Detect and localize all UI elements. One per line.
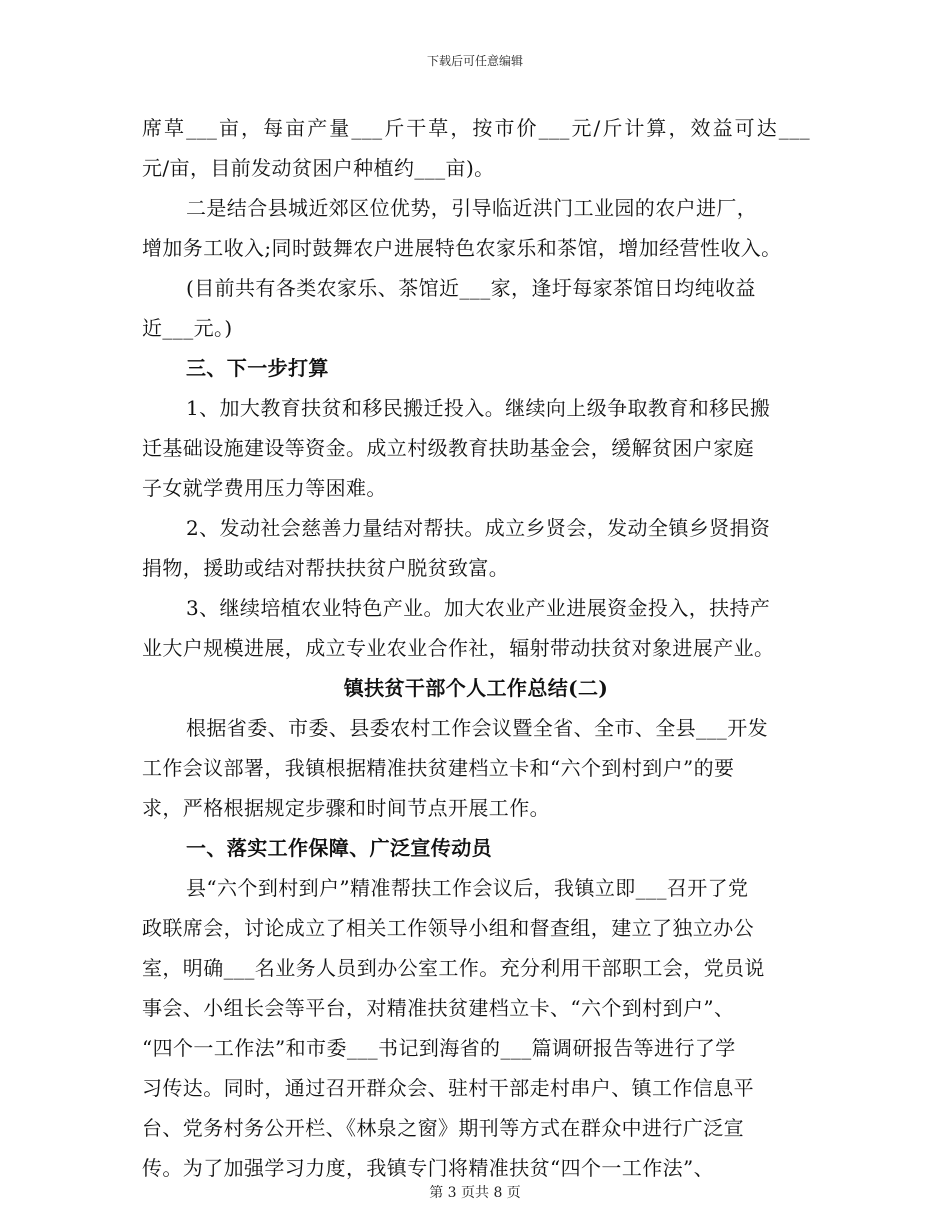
section-heading: 镇扶贫干部个人工作总结(二) — [343, 676, 609, 700]
text-line: 业大户规模进展，成立专业农业合作社，辐射带动扶贫对象进展产业。 — [142, 636, 775, 660]
text-line: 传。为了加强学习力度，我镇专门将精准扶贫“四个一工作法”、 — [142, 1156, 715, 1180]
text-line: 1、加大教育扶贫和移民搬迁投入。继续向上级争取教育和移民搬 — [186, 396, 771, 420]
text-line: 子女就学费用压力等困难。 — [142, 476, 387, 500]
text-line: 元/亩，目前发动贫困户种植约___亩)。 — [142, 156, 495, 180]
text-line: 2、发动社会慈善力量结对帮扶。成立乡贤会，发动全镇乡贤捐资 — [186, 516, 771, 540]
text-line: 县“六个到村到户”精准帮扶工作会议后，我镇立即___召开了党 — [186, 876, 749, 900]
document-body — [142, 108, 810, 1188]
text-line: 求，严格根据规定步骤和时间节点开展工作。 — [142, 796, 550, 820]
text-line: “四个一工作法”和市委___书记到海省的___篇调研报告等进行了学 — [142, 1036, 736, 1060]
text-line: 迁基础设施建设等资金。成立村级教育扶助基金会，缓解贫困户家庭 — [142, 436, 754, 460]
text-line: 近___元。) — [142, 316, 233, 340]
text-line: 根据省委、市委、县委农村工作会议暨全省、全市、全县___开发 — [186, 716, 768, 740]
page-footer: 第 3 页共 8 页 — [429, 1185, 521, 1201]
text-line: 3、继续培植农业特色产业。加大农业产业进展资金投入，扶持产 — [186, 596, 771, 620]
text-line: 习传达。同时，通过召开群众会、驻村干部走村串户、镇工作信息平 — [142, 1076, 754, 1100]
text-line: 台、党务村务公开栏、《林泉之窗》期刊等方式在群众中进行广泛宣 — [142, 1116, 744, 1140]
text-line: 工作会议部署，我镇根据精准扶贫建档立卡和“六个到村到户”的要 — [142, 756, 735, 780]
text-line: 事会、小组长会等平台，对精准扶贫建档立卡、“六个到村到户”、 — [142, 996, 735, 1020]
text-line: (目前共有各类农家乐、茶馆近___家，逢圩每家茶馆日均纯收益 — [186, 276, 756, 300]
text-line: 政联席会，讨论成立了相关工作领导小组和督查组，建立了独立办公 — [142, 916, 754, 940]
section-heading: 三、下一步打算 — [186, 356, 329, 380]
text-line: 捐物，援助或结对帮扶扶贫户脱贫致富。 — [142, 556, 510, 580]
page-header: 下载后可任意编辑 — [426, 54, 523, 68]
text-line: 席草___亩，每亩产量___斤干草，按市价___元/斤计算，效益可达___ — [142, 116, 810, 140]
text-line: 增加务工收入;同时鼓舞农户进展特色农家乐和茶馆，增加经营性收入。 — [142, 236, 782, 260]
text-line: 室，明确___名业务人员到办公室工作。充分利用干部职工会，党员说 — [142, 956, 765, 980]
section-heading: 一、落实工作保障、广泛宣传动员 — [186, 836, 492, 860]
text-line: 二是结合县城近郊区位优势，引导临近洪门工业园的农户进厂， — [186, 196, 758, 220]
